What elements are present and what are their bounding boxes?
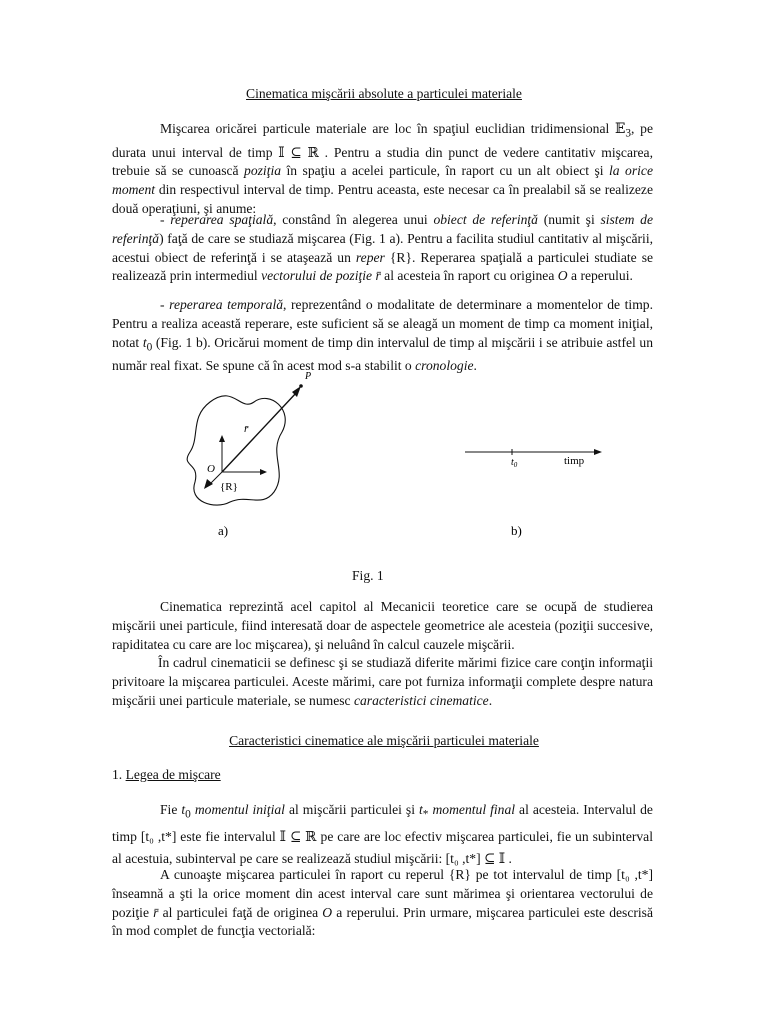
- p6-a: Fie: [160, 802, 182, 817]
- label-reper: {R}: [220, 481, 238, 493]
- p5-c: .: [488, 692, 493, 708]
- paragraph-interval: [112, 799, 653, 870]
- p6-b-sub: 0: [185, 808, 191, 821]
- p2-m: a reperului.: [567, 268, 633, 284]
- p2-f: sistem de referinţă: [112, 212, 653, 246]
- section-heading-legea: [112, 767, 221, 783]
- label-o: O: [207, 463, 215, 475]
- p6-f: momentul final: [432, 802, 516, 817]
- p2-e: (numit şi: [537, 212, 601, 227]
- z-axis-arrowhead: [204, 479, 213, 489]
- label-t0: $t_0$: [511, 457, 518, 469]
- section-number: 1.: [112, 767, 126, 782]
- particle-point: [299, 384, 303, 388]
- p3-d: t: [142, 334, 147, 350]
- p3-a: -: [160, 297, 170, 312]
- p1-text-a: Mişcarea oricărei particule materiale are loc în spaţiul euclidian tridimensional 𝔼: [160, 121, 626, 136]
- p6-b: t: [181, 802, 186, 817]
- p6-c: momentul iniţial: [194, 802, 285, 817]
- p6-e: t: [419, 802, 423, 817]
- p3-d-sub: 0: [146, 341, 153, 354]
- p3-c: , reprezentând o modalitate de determinare a momentelor de timp. Pentru a realiza această reperare, este suficient să se aleagă un moment de timp ca moment iniţial, notat: [112, 297, 653, 350]
- p2-i: {R}. Reperarea spaţială a particulei studiate se realizează prin intermediul: [112, 249, 654, 284]
- time-axis-arrowhead: [594, 449, 602, 455]
- p2-k: al acesteia în raport cu originea: [380, 268, 558, 284]
- p7-e: al particulei faţă de originea: [158, 904, 323, 920]
- p7-d: r̄: [153, 904, 159, 920]
- p2-d: obiect de referinţă: [433, 212, 538, 227]
- p1-text-b: , pe durata unui interval de timp 𝕀 ⊆ ℝ . Pentru a studia din punct de vedere cantitativ mişcarea, trebuie să se cunoască: [112, 121, 653, 179]
- p1-italic-c: poziţia: [244, 163, 282, 179]
- caption-b: b): [511, 523, 522, 538]
- p7-f: O: [322, 904, 333, 920]
- p7-g: a reperului. Prin urmare, mişcarea particulei este descrisă în mod complet de funcţia vectorială:: [112, 904, 653, 939]
- p5-a: În cadrul cinematicii se definesc şi se studiază diferite mărimi fizice care conţin informaţii privitoare la mişcarea particulei. Aceste mărimi, care pot furniza informaţii complete despre natura mişcării unei particule materiale, se numesc: [112, 655, 653, 708]
- p7-a: A cunoaşte mişcarea particulei în raport cu reperul {R} pe tot intervalul de timp: [160, 867, 617, 882]
- p1-sub: 3: [625, 127, 632, 140]
- label-r: r̄: [244, 423, 249, 435]
- p2-l: O: [557, 268, 568, 284]
- p6-i: este fie intervalul 𝕀 ⊆ ℝ pe care are loc efectiv mişcarea particulei, fie un subinterval al acestuia, subinterval pe care se realizează studiul mişcării:: [112, 828, 653, 866]
- x-axis-arrowhead: [260, 469, 267, 475]
- p6-h: [t₀ ,t*]: [140, 828, 177, 844]
- p1-text-f: din respectivul interval de timp. Pentru aceasta, este necesar ca în prealabil să se realizeze două operaţiuni, şi anume:: [112, 182, 653, 216]
- section-label: Legea de mişcare: [125, 767, 221, 782]
- figure-1-diagram: [170, 362, 610, 552]
- p2-b: reperarea spaţială: [170, 212, 274, 227]
- p6-d: al mişcării particulei şi: [284, 802, 420, 817]
- title-caracteristici: Caracteristici cinematice ale mişcării particulei materiale: [229, 733, 539, 748]
- position-vector: [222, 392, 297, 472]
- paragraph-spatial: [112, 211, 653, 286]
- title-cinematica: Cinematica mişcării absolute a particulei materiale: [246, 86, 522, 101]
- p7-c: înseamnă a şti la orice moment din acest interval care sunt mărimea şi orientarea vectorului de poziţie: [112, 885, 653, 920]
- p2-a: -: [160, 212, 171, 227]
- paragraph-definition: Cinematica reprezintă acel capitol al Mecanicii teoretice care se ocupă de studierea mişcării unei particule, fiind interesată doar de aspectele geometrice ale acesteia (poziţii succesive, rapiditatea cu care are loc mişcarea), şi neluând în calcul cauzele mişcării.: [112, 599, 653, 652]
- p3-b: reperarea temporală: [169, 297, 284, 312]
- p6-j: [t₀ ,t*] ⊆ 𝕀 .: [445, 850, 512, 866]
- paragraph-position-function: [112, 866, 653, 941]
- p6-g: al acesteia. Intervalul de timp: [112, 802, 653, 844]
- p2-g: ) faţă de care se studiază mişcarea (Fig. 1 a). Pentru a facilita studiul cantitativ al mişcării, acestui obiect de referinţă i se ataşează un: [112, 230, 653, 265]
- p1-text-d: în spaţiu a acelei particule, în raport cu un alt obiect şi: [281, 163, 610, 179]
- p3-g: .: [473, 358, 477, 374]
- p3-e: (Fig. 1 b). Oricărui moment de timp din intervalul de timp al mişcării i se atribuie astfel un număr real fixat. Se spune că în acest mod s-a stabilit o: [112, 334, 653, 374]
- p7-b: [t₀ ,t*]: [616, 867, 653, 882]
- figure-caption: Fig. 1: [352, 568, 384, 583]
- p6-e-sub: *: [422, 808, 429, 821]
- p5-b: caracteristici cinematice: [353, 692, 489, 708]
- p2-h: reper: [355, 249, 385, 265]
- p2-j: vectorului de poziţie r̄: [261, 268, 381, 284]
- p2-c: , constând în alegerea unui: [273, 212, 434, 227]
- p1-italic-e: la orice moment: [112, 163, 653, 198]
- paragraph-characteristics: [112, 654, 653, 710]
- label-timp: timp: [564, 455, 585, 467]
- p3-f: cronologie: [415, 358, 474, 374]
- y-axis-arrowhead: [219, 435, 225, 442]
- paragraph-intro: [112, 120, 653, 219]
- caption-a: a): [218, 523, 229, 538]
- label-p: P: [305, 371, 312, 382]
